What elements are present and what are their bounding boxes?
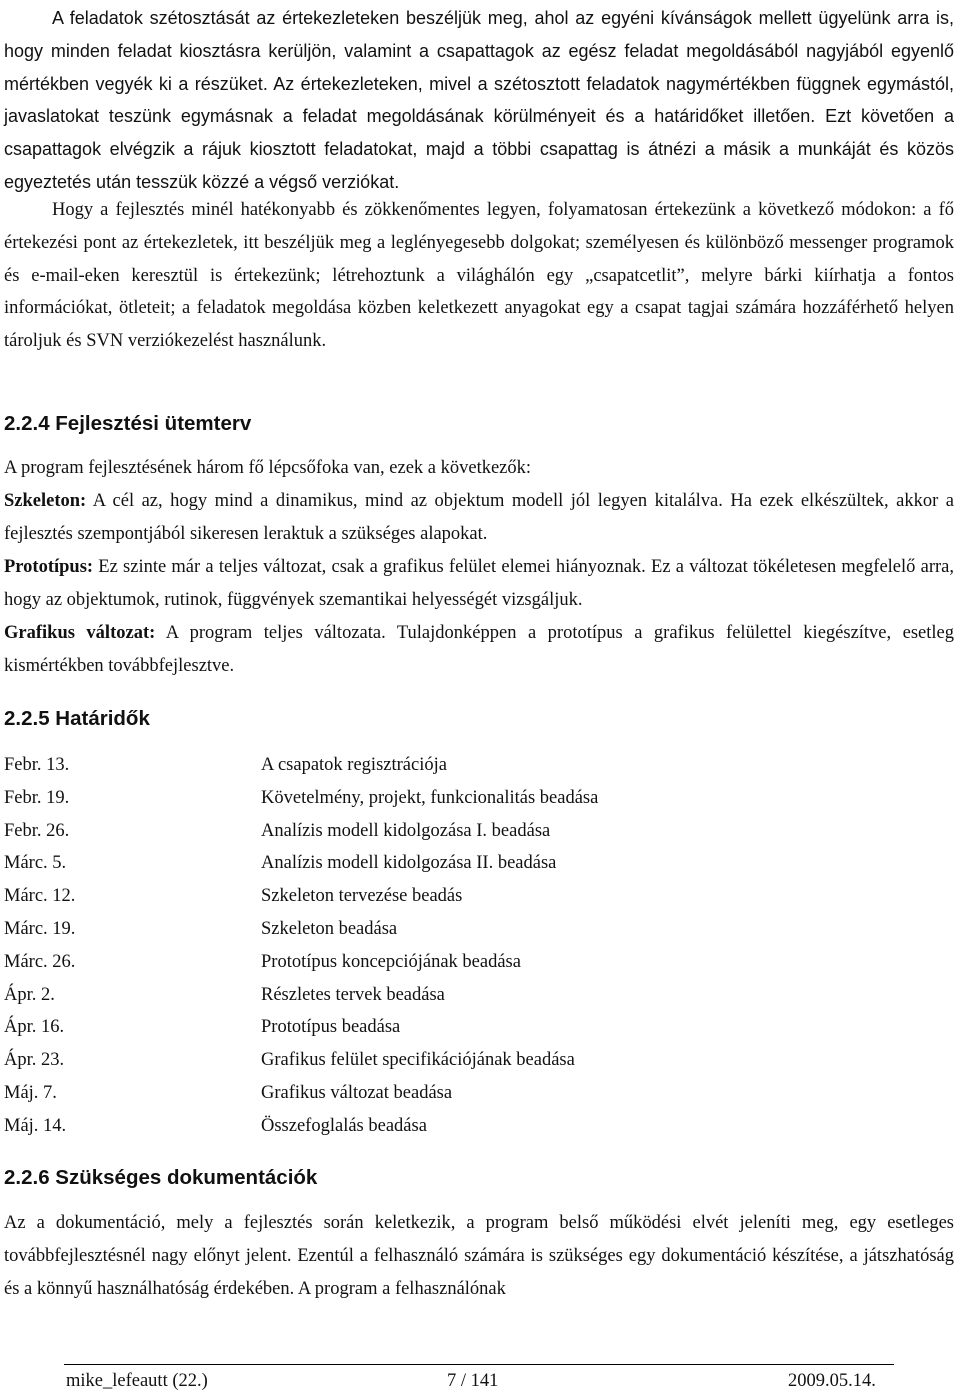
deadline-date: Ápr. 16. <box>4 1017 65 1038</box>
schedule-item-text: A cél az, hogy mind a dinamikus, mind az objektum modell jól legyen kitalálva. Ha ezek elkészültek, akkor a fejlesztés szempontjából sikeresen leraktuk a szükséges alapokat. <box>4 491 954 544</box>
deadline-date: Máj. 14. <box>4 1115 67 1136</box>
deadline-row <box>4 913 954 946</box>
deadline-row <box>4 782 954 815</box>
section-heading-documentation: 2.2.6 Szükséges dokumentációk <box>4 1166 318 1189</box>
footer-page-number: 7 / 141 <box>447 1371 499 1391</box>
deadline-row <box>4 1110 954 1143</box>
deadline-task: Analízis modell kidolgozása II. beadása <box>261 853 557 874</box>
footer-divider <box>64 1364 894 1365</box>
deadline-date: Febr. 26. <box>4 820 70 841</box>
deadline-task: Prototípus beadása <box>261 1017 401 1038</box>
schedule-item-prototype <box>4 551 954 617</box>
deadline-date: Márc. 12. <box>4 886 76 907</box>
deadline-row <box>4 946 954 979</box>
deadline-date: Ápr. 23. <box>4 1050 65 1071</box>
intro-paragraph-2: Hogy a fejlesztés minél hatékonyabb és zökkenőmentes legyen, folyamatosan értekezünk a következő módokon: a fő értekezési pont az értekezletek, itt beszéljük meg a leglényegesebb dolgokat; személyesen és különböző messenger programok és e-mail-eken keresztül is értekezünk; létrehoztunk a világhálón egy „csapatcetlit”, melyre bárki kiírhatja a fontos információkat, ötleteit; a feladatok megoldása közben keletkezett anyagokat egy a csapat tagjai számára hozzáférhető helyen tároljuk és SVN verziókezelést használunk. <box>4 200 954 352</box>
deadline-task: Prototípus koncepciójának beadása <box>261 951 521 972</box>
deadline-row <box>4 847 954 880</box>
deadline-row <box>4 749 954 782</box>
schedule-item-graphical <box>4 617 954 683</box>
footer-date: 2009.05.14. <box>788 1371 876 1391</box>
documentation-paragraph: Az a dokumentáció, mely a fejlesztés során keletkezik, a program belső működési elvét jeleníti meg, egy esetleges továbbfejlesztésnél nagy előnyt jelent. Ezentúl a felhasználó számára is szükséges egy dokumentáció készítése, a játszhatóság és a könnyű használhatóság érdekében. A program a felhasználónak <box>4 1213 954 1299</box>
deadline-task: Követelmény, projekt, funkcionalitás beadása <box>261 787 599 808</box>
schedule-item-term: Szkeleton: <box>4 491 87 511</box>
deadline-row <box>4 1044 954 1077</box>
schedule-lead: A program fejlesztésének három fő lépcsőfoka van, ezek a következők: <box>4 458 532 478</box>
deadline-list <box>4 749 954 1143</box>
schedule-item-text: A program teljes változata. Tulajdonképpen a prototípus a grafikus felülettel kiegészítve, esetleg kismértékben továbbfejlesztve. <box>4 623 955 676</box>
intro-paragraph-1: A feladatok szétosztását az értekezleteken beszéljük meg, ahol az egyéni kívánságok mellett ügyelünk arra is, hogy minden feladat kiosztásra kerüljön, valamint a csapattagok az egész feladat megoldásából nagyjából egyenlő mértékben vegyék ki a részüket. Az értekezleteken, mivel a szétosztott feladatok nagymértékben függnek egymástól, javaslatokat teszünk egymásnak a feladat megoldásának körülményeit és a határidőket illetően. Ezt követően a csapattagok elvégzik a rájuk kiosztott feladatokat, majd a többi csapattag is átnézi a másik a munkáját és közös egyeztetés után tesszük közzé a végső verziókat. <box>4 8 954 192</box>
deadline-row <box>4 1077 954 1110</box>
deadline-date: Máj. 7. <box>4 1082 57 1103</box>
deadline-task: Grafikus változat beadása <box>261 1082 453 1103</box>
schedule-item-term: Grafikus változat: <box>4 623 156 643</box>
schedule-item-skeleton <box>4 485 954 551</box>
section-heading-deadlines: 2.2.5 Határidők <box>4 707 150 730</box>
deadline-row <box>4 880 954 913</box>
footer-author: mike_lefeautt (22.) <box>66 1371 208 1391</box>
deadline-task: Szkeleton tervezése beadás <box>261 886 463 907</box>
schedule-item-text: Ez szinte már a teljes változat, csak a grafikus felület elemei hiányoznak. Ez a változat tökéletesen megfelelő arra, hogy az objektumok, rutinok, függvények szemantikai helyességét vizsgáljuk. <box>4 557 954 610</box>
deadline-date: Ápr. 2. <box>4 984 55 1005</box>
deadline-task: Szkeleton beadása <box>261 918 398 939</box>
deadline-date: Márc. 26. <box>4 951 76 972</box>
schedule-item-term: Prototípus: <box>4 557 94 577</box>
deadline-date: Márc. 19. <box>4 918 76 939</box>
deadline-row <box>4 815 954 848</box>
deadline-row <box>4 979 954 1012</box>
deadline-task: Részletes tervek beadása <box>261 984 445 1005</box>
deadline-date: Márc. 5. <box>4 853 67 874</box>
deadline-task: Összefoglalás beadása <box>261 1115 427 1136</box>
section-heading-schedule: 2.2.4 Fejlesztési ütemterv <box>4 412 252 435</box>
deadline-date: Febr. 13. <box>4 755 70 775</box>
deadline-row <box>4 1011 954 1044</box>
deadline-date: Febr. 19. <box>4 787 70 808</box>
deadline-task: Grafikus felület specifikációjának beadása <box>261 1050 575 1071</box>
deadline-task: Analízis modell kidolgozása I. beadása <box>261 820 551 841</box>
deadline-task: A csapatok regisztrációja <box>261 755 447 775</box>
